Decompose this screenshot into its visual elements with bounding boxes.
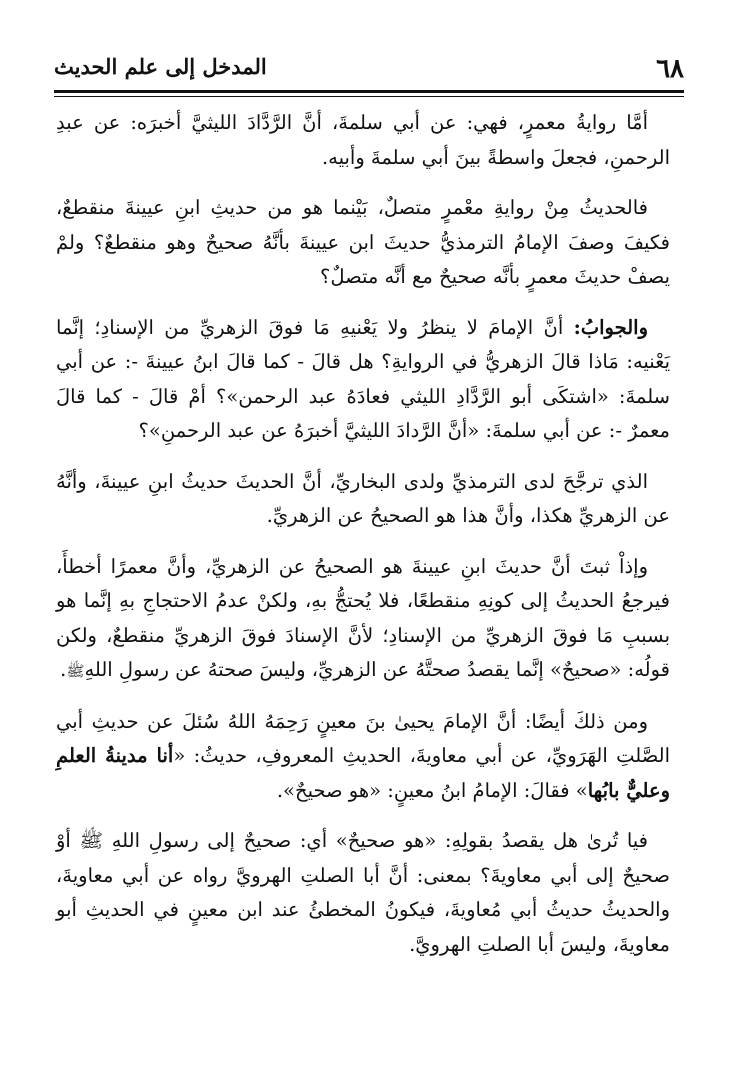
hadith-quote: أنا مدينةُ العلمِ وعليٌّ بابُها xyxy=(56,744,670,802)
header-rule-thick xyxy=(54,90,684,93)
paragraph-5-tail: . xyxy=(60,658,67,681)
salawat-glyph: ﷺ xyxy=(66,662,85,680)
paragraph-1-text: أمَّا روايةُ معمرٍ، فهي: عن أبي سلمةَ، أنَّ الرَّدَّادَ الليثيَّ أخبرَه: عن عبدِ الرحمنِ، فجعلَ واسطةً بينَ أبي سلمةَ وأبيه. xyxy=(56,111,670,169)
body-text xyxy=(56,106,670,978)
paragraph-1 xyxy=(56,106,670,175)
answer-lead: والجوابُ: xyxy=(573,315,648,339)
paragraph-4-text: الذي ترجَّحَ لدى الترمذيِّ ولدى البخاريِّ، أنَّ الحديثَ حديثُ ابنِ عيينةَ، وأنَّهُ عن الزهريِّ هكذا، وأنَّ هذا هو الصحيحُ عن الزهريِّ. xyxy=(56,469,670,527)
running-title: المدخل إلى علم الحديث xyxy=(54,54,267,79)
paragraph-7 xyxy=(56,824,670,962)
paragraph-5 xyxy=(56,550,670,689)
paragraph-5-text: وإذاْ ثبتَ أنَّ حديثَ ابنِ عيينةَ هو الصحيحُ عن الزهريِّ، وأنَّ معمرًا أخطأَ، فيرجعُ الحديثُ إلى كونِهِ منقطعًا، فلا يُحتجُّ بهِ، ولكنْ عدمُ الاحتجاجِ بهِ إنَّما هو بسببِ مَا فوقَ الزهريِّ من الإسنادِ؛ لأنَّ الإسنادَ فوقَ الزهريِّ منقطعٌ، ولكن قولُه: «صحيحٌ» إنَّما يقصدُ صحتَّهُ عن الزهريِّ، وليسَ صحتهُ عن رسولِ اللهِ xyxy=(56,554,670,681)
paragraph-6 xyxy=(56,705,670,809)
paragraph-3 xyxy=(56,311,670,449)
paragraph-6-text: ومن ذلكَ أيضًا: أنَّ الإمامَ يحيىٰ بنَ معينٍ رَحِمَهُ اللهُ سُئلَ عن حديثِ أبي الصَّلتِ الهَرَويِّ، عن أبي معاويةَ، الحديثِ المعروفِ، حديثُ: « xyxy=(56,709,670,767)
page-number: ٦٨ xyxy=(656,54,684,84)
paragraph-2 xyxy=(56,191,670,295)
paragraph-4 xyxy=(56,465,670,534)
page-header xyxy=(54,48,684,92)
paragraph-7-text: فيا تُرىٰ هل يقصدُ بقولِهِ: «هو صحيحٌ» أي: صحيحٌ إلى رسولِ اللهِ ﷺ أوْ صحيحٌ إلى أبي معاويةَ؟ بمعنى: أنَّ أبا الصلتِ الهرويَّ رواه عن أبي معاويةَ، والحديثُ حديثُ أبي مُعاويةَ، فيكونُ المخطئُ عند ابن معينٍ في الحديثِ أبو معاويةَ، وليسَ أبا الصلتِ الهرويَّ. xyxy=(56,829,670,956)
paragraph-2-text: فالحديثُ مِنْ روايةِ معْمرٍ متصلٌ، بَيْنما هو من حديثِ ابنِ عيينةَ منقطعٌ، فكيفَ وصفَ الإمامُ الترمذيُّ حديثَ ابن عيينةَ بأنَّهُ صحيحٌ وهو منقطعٌ؟ ولمْ يصفْ حديثَ معمرٍ بأنَّه صحيحٌ مع أنَّه متصلٌ؟ xyxy=(56,196,670,288)
paragraph-6-tail: » فقالَ: الإمامُ ابنُ معينٍ: «هو صحيحٌ». xyxy=(276,778,588,802)
header-rule-thin xyxy=(54,96,684,97)
paragraph-3-text: أنَّ الإمامَ لا ينظرُ ولا يَعْنيهِ مَا فوقَ الزهريِّ من الإسنادِ؛ إنَّما يَعْنيه: مَاذا قالَ الزهريُّ في الروايةِ؟ هل قالَ - كما قالَ ابنُ عيينةَ -: عن أبي سلمةَ: «اشتكَى أبو الرَّدَّادِ الليثي فعادَهُ عبد الرحمن»؟ أمْ قالَ - كما قالَ معمرٌ -: عن أبي سلمةَ: «أنَّ الرَّدادَ الليثيَّ أخبرَهُ عن عبد الرحمنِ»؟ xyxy=(56,315,670,442)
